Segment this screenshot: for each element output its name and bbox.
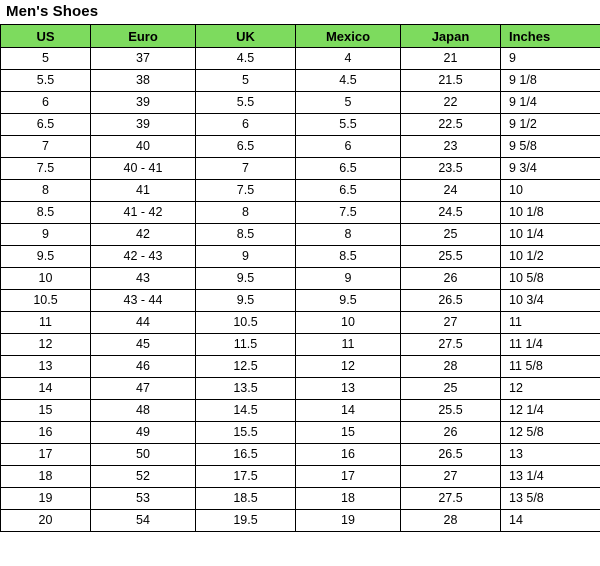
cell-inches: 10 1/2 (501, 246, 600, 268)
table-row (1, 158, 600, 180)
cell-us: 5 (1, 48, 91, 70)
cell-uk: 15.5 (196, 422, 296, 444)
cell-japan: 23 (401, 136, 501, 158)
cell-uk: 9 (196, 246, 296, 268)
cell-uk: 16.5 (196, 444, 296, 466)
page-title: Men's Shoes (6, 3, 99, 20)
cell-inches: 10 5/8 (501, 268, 600, 290)
cell-us: 12 (1, 334, 91, 356)
cell-mexico: 15 (296, 422, 401, 444)
cell-euro: 44 (91, 312, 196, 334)
cell-inches: 12 5/8 (501, 422, 600, 444)
table-row (1, 334, 600, 356)
cell-mexico: 6.5 (296, 158, 401, 180)
cell-us: 7 (1, 136, 91, 158)
cell-uk: 7.5 (196, 180, 296, 202)
cell-inches: 9 (501, 48, 600, 70)
cell-us: 20 (1, 510, 91, 532)
cell-euro: 41 (91, 180, 196, 202)
cell-euro: 45 (91, 334, 196, 356)
cell-japan: 25 (401, 378, 501, 400)
cell-japan: 27.5 (401, 488, 501, 510)
cell-mexico: 17 (296, 466, 401, 488)
cell-inches: 9 5/8 (501, 136, 600, 158)
table-row (1, 400, 600, 422)
table-row (1, 422, 600, 444)
cell-us: 19 (1, 488, 91, 510)
table-row (1, 114, 600, 136)
cell-euro: 43 (91, 268, 196, 290)
cell-uk: 12.5 (196, 356, 296, 378)
table-header (1, 25, 600, 48)
cell-uk: 5.5 (196, 92, 296, 114)
table-row (1, 378, 600, 400)
cell-mexico: 10 (296, 312, 401, 334)
cell-japan: 26 (401, 422, 501, 444)
table-row (1, 268, 600, 290)
cell-us: 9.5 (1, 246, 91, 268)
cell-japan: 24 (401, 180, 501, 202)
cell-euro: 49 (91, 422, 196, 444)
column-header-us: US (1, 25, 91, 48)
cell-euro: 37 (91, 48, 196, 70)
cell-euro: 39 (91, 114, 196, 136)
cell-mexico: 4 (296, 48, 401, 70)
cell-mexico: 7.5 (296, 202, 401, 224)
table-row (1, 92, 600, 114)
cell-japan: 27 (401, 312, 501, 334)
cell-japan: 27.5 (401, 334, 501, 356)
table-row (1, 488, 600, 510)
cell-uk: 4.5 (196, 48, 296, 70)
cell-japan: 22.5 (401, 114, 501, 136)
cell-us: 9 (1, 224, 91, 246)
table-row (1, 510, 600, 532)
cell-inches: 10 3/4 (501, 290, 600, 312)
table-row (1, 136, 600, 158)
cell-japan: 23.5 (401, 158, 501, 180)
cell-euro: 48 (91, 400, 196, 422)
column-header-uk: UK (196, 25, 296, 48)
table-row (1, 444, 600, 466)
cell-us: 18 (1, 466, 91, 488)
cell-mexico: 6.5 (296, 180, 401, 202)
cell-us: 5.5 (1, 70, 91, 92)
cell-euro: 52 (91, 466, 196, 488)
cell-euro: 42 (91, 224, 196, 246)
cell-mexico: 4.5 (296, 70, 401, 92)
cell-inches: 11 5/8 (501, 356, 600, 378)
table-header-row (1, 25, 600, 48)
table-body (1, 48, 600, 532)
cell-mexico: 9 (296, 268, 401, 290)
column-header-japan: Japan (401, 25, 501, 48)
cell-mexico: 12 (296, 356, 401, 378)
cell-inches: 9 1/2 (501, 114, 600, 136)
cell-us: 16 (1, 422, 91, 444)
cell-uk: 8 (196, 202, 296, 224)
table-row (1, 180, 600, 202)
column-header-mexico: Mexico (296, 25, 401, 48)
cell-inches: 10 (501, 180, 600, 202)
table-row (1, 290, 600, 312)
cell-uk: 6 (196, 114, 296, 136)
cell-uk: 9.5 (196, 290, 296, 312)
cell-uk: 13.5 (196, 378, 296, 400)
cell-japan: 21 (401, 48, 501, 70)
cell-us: 13 (1, 356, 91, 378)
cell-mexico: 5 (296, 92, 401, 114)
cell-uk: 10.5 (196, 312, 296, 334)
cell-uk: 9.5 (196, 268, 296, 290)
cell-us: 10.5 (1, 290, 91, 312)
cell-euro: 40 - 41 (91, 158, 196, 180)
cell-euro: 42 - 43 (91, 246, 196, 268)
cell-euro: 53 (91, 488, 196, 510)
cell-mexico: 8 (296, 224, 401, 246)
cell-mexico: 14 (296, 400, 401, 422)
cell-inches: 13 1/4 (501, 466, 600, 488)
table-row (1, 312, 600, 334)
cell-euro: 38 (91, 70, 196, 92)
cell-euro: 47 (91, 378, 196, 400)
cell-japan: 26.5 (401, 444, 501, 466)
cell-japan: 21.5 (401, 70, 501, 92)
cell-euro: 54 (91, 510, 196, 532)
table-row (1, 224, 600, 246)
cell-euro: 43 - 44 (91, 290, 196, 312)
cell-inches: 9 1/8 (501, 70, 600, 92)
cell-inches: 14 (501, 510, 600, 532)
table-row (1, 246, 600, 268)
cell-mexico: 19 (296, 510, 401, 532)
cell-inches: 9 3/4 (501, 158, 600, 180)
cell-uk: 7 (196, 158, 296, 180)
cell-mexico: 18 (296, 488, 401, 510)
table-row (1, 356, 600, 378)
cell-inches: 13 5/8 (501, 488, 600, 510)
cell-uk: 8.5 (196, 224, 296, 246)
cell-japan: 25 (401, 224, 501, 246)
cell-us: 11 (1, 312, 91, 334)
table-row (1, 70, 600, 92)
cell-uk: 11.5 (196, 334, 296, 356)
cell-us: 10 (1, 268, 91, 290)
cell-uk: 14.5 (196, 400, 296, 422)
cell-japan: 26.5 (401, 290, 501, 312)
cell-us: 7.5 (1, 158, 91, 180)
cell-us: 6 (1, 92, 91, 114)
shoe-size-table (0, 24, 600, 532)
cell-euro: 39 (91, 92, 196, 114)
cell-inches: 10 1/8 (501, 202, 600, 224)
cell-mexico: 11 (296, 334, 401, 356)
cell-inches: 9 1/4 (501, 92, 600, 114)
cell-euro: 41 - 42 (91, 202, 196, 224)
table-row (1, 48, 600, 70)
column-header-euro: Euro (91, 25, 196, 48)
cell-us: 15 (1, 400, 91, 422)
cell-japan: 28 (401, 510, 501, 532)
table-row (1, 466, 600, 488)
cell-us: 6.5 (1, 114, 91, 136)
cell-japan: 25.5 (401, 246, 501, 268)
cell-uk: 18.5 (196, 488, 296, 510)
table-row (1, 202, 600, 224)
cell-japan: 27 (401, 466, 501, 488)
cell-inches: 10 1/4 (501, 224, 600, 246)
cell-mexico: 16 (296, 444, 401, 466)
cell-uk: 5 (196, 70, 296, 92)
cell-japan: 25.5 (401, 400, 501, 422)
cell-japan: 26 (401, 268, 501, 290)
cell-mexico: 9.5 (296, 290, 401, 312)
column-header-inches: Inches (501, 25, 600, 48)
cell-uk: 6.5 (196, 136, 296, 158)
cell-mexico: 13 (296, 378, 401, 400)
cell-inches: 12 1/4 (501, 400, 600, 422)
cell-euro: 46 (91, 356, 196, 378)
cell-mexico: 8.5 (296, 246, 401, 268)
cell-inches: 12 (501, 378, 600, 400)
cell-inches: 13 (501, 444, 600, 466)
cell-us: 8.5 (1, 202, 91, 224)
cell-euro: 50 (91, 444, 196, 466)
cell-japan: 22 (401, 92, 501, 114)
cell-uk: 17.5 (196, 466, 296, 488)
cell-us: 17 (1, 444, 91, 466)
cell-japan: 28 (401, 356, 501, 378)
cell-inches: 11 (501, 312, 600, 334)
cell-uk: 19.5 (196, 510, 296, 532)
cell-us: 8 (1, 180, 91, 202)
cell-euro: 40 (91, 136, 196, 158)
cell-us: 14 (1, 378, 91, 400)
cell-mexico: 5.5 (296, 114, 401, 136)
cell-japan: 24.5 (401, 202, 501, 224)
cell-inches: 11 1/4 (501, 334, 600, 356)
cell-mexico: 6 (296, 136, 401, 158)
